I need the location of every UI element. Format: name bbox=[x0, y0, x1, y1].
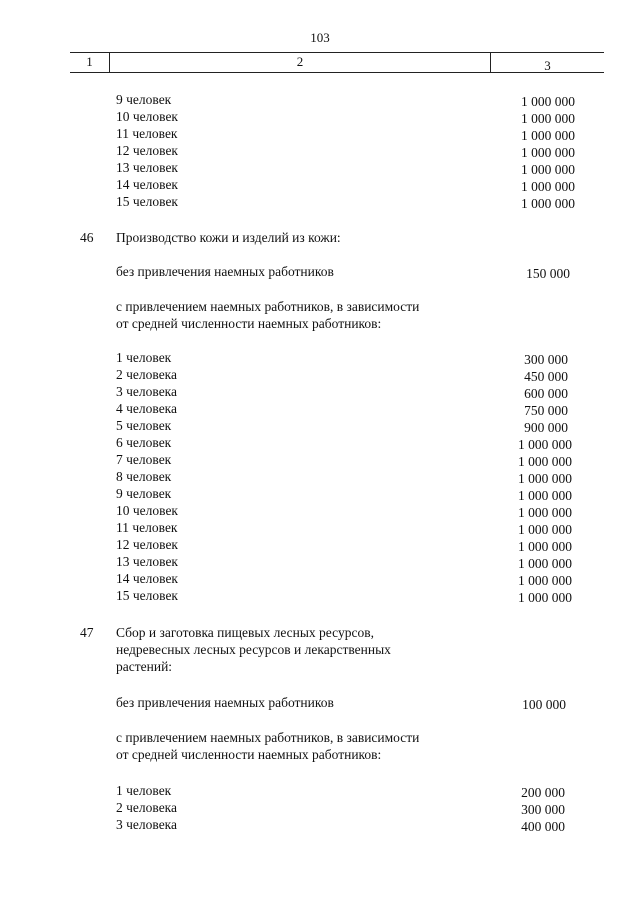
table-row bbox=[0, 799, 640, 816]
hire-line-2: от средней численности наемных работников: bbox=[116, 316, 382, 331]
table-row bbox=[0, 417, 640, 434]
row-value: 1 000 000 bbox=[521, 128, 575, 143]
row-value: 1 000 000 bbox=[518, 471, 572, 486]
table-row bbox=[0, 468, 640, 485]
row-label: 2 человека bbox=[116, 367, 178, 382]
table-row bbox=[0, 816, 640, 833]
table-row bbox=[0, 400, 640, 417]
row-label: 5 человек bbox=[116, 418, 172, 433]
table-row bbox=[0, 349, 640, 366]
hire-line-1: с привлечением наемных работников, в зависимости bbox=[116, 299, 420, 314]
row-label: 15 человек bbox=[116, 588, 178, 603]
table-row bbox=[0, 451, 640, 468]
hire-line-1: с привлечением наемных работников, в зависимости bbox=[116, 730, 420, 745]
table-row bbox=[0, 502, 640, 519]
table-row bbox=[0, 383, 640, 400]
row-value: 1 000 000 bbox=[521, 94, 575, 109]
row-label: 1 человек bbox=[116, 783, 172, 798]
table-row bbox=[0, 193, 640, 210]
row-label: 9 человек bbox=[116, 486, 172, 501]
row-value: 1 000 000 bbox=[518, 590, 572, 605]
row-label: 3 человека bbox=[116, 384, 178, 399]
section-title-line-1: Сбор и заготовка пищевых лесных ресурсов, bbox=[116, 625, 374, 640]
hire-line-2: от средней численности наемных работников: bbox=[116, 747, 382, 762]
table-row bbox=[0, 536, 640, 553]
section-number: 46 bbox=[80, 230, 94, 245]
row-label: 13 человек bbox=[116, 160, 178, 175]
table-row bbox=[0, 485, 640, 502]
row-value: 1 000 000 bbox=[518, 454, 572, 469]
row-label: 12 человек bbox=[116, 537, 178, 552]
header-col-2: 2 bbox=[296, 54, 304, 69]
table-row bbox=[0, 587, 640, 604]
row-value: 1 000 000 bbox=[518, 573, 572, 588]
row-label: 12 человек bbox=[116, 143, 178, 158]
row-value: 1 000 000 bbox=[518, 539, 572, 554]
section-number: 47 bbox=[80, 625, 94, 640]
header-col-1: 1 bbox=[86, 54, 93, 69]
row-label: 9 человек bbox=[116, 92, 172, 107]
table-row bbox=[0, 159, 640, 176]
no-hire-value: 100 000 bbox=[522, 697, 566, 712]
row-value: 1 000 000 bbox=[521, 162, 575, 177]
row-label: 11 человек bbox=[116, 126, 178, 141]
row-label: 14 человек bbox=[116, 177, 178, 192]
table-row bbox=[0, 125, 640, 142]
table-row bbox=[0, 434, 640, 451]
row-value: 1 000 000 bbox=[518, 437, 572, 452]
row-value: 1 000 000 bbox=[521, 145, 575, 160]
row-value: 1 000 000 bbox=[521, 196, 575, 211]
no-hire-value: 150 000 bbox=[526, 266, 570, 281]
row-value: 1 000 000 bbox=[518, 556, 572, 571]
row-value: 750 000 bbox=[524, 403, 568, 418]
no-hire-label: без привлечения наемных работников bbox=[116, 695, 334, 710]
row-value: 1 000 000 bbox=[521, 111, 575, 126]
table-row bbox=[0, 570, 640, 587]
table-row bbox=[0, 176, 640, 193]
row-value: 1 000 000 bbox=[518, 522, 572, 537]
row-value: 300 000 bbox=[521, 802, 565, 817]
no-hire-value-row bbox=[0, 696, 640, 713]
row-value: 1 000 000 bbox=[518, 488, 572, 503]
row-value: 400 000 bbox=[521, 819, 565, 834]
table-row bbox=[0, 142, 640, 159]
row-value: 900 000 bbox=[524, 420, 568, 435]
row-label: 7 человек bbox=[116, 452, 172, 467]
no-hire-label: без привлечения наемных работников bbox=[116, 264, 334, 279]
section-title: Производство кожи и изделий из кожи: bbox=[116, 230, 341, 245]
table-row bbox=[0, 366, 640, 383]
page-number: 103 bbox=[310, 30, 330, 45]
table-row bbox=[0, 782, 640, 799]
row-label: 10 человек bbox=[116, 503, 178, 518]
row-label: 4 человека bbox=[116, 401, 178, 416]
header-col-3: 3 bbox=[544, 58, 551, 73]
row-label: 6 человек bbox=[116, 435, 172, 450]
row-label: 1 человек bbox=[116, 350, 172, 365]
row-value: 1 000 000 bbox=[518, 505, 572, 520]
no-hire-value-row bbox=[0, 265, 640, 282]
row-value: 300 000 bbox=[524, 352, 568, 367]
row-value: 450 000 bbox=[524, 369, 568, 384]
row-label: 13 человек bbox=[116, 554, 178, 569]
row-label: 11 человек bbox=[116, 520, 178, 535]
table-row bbox=[0, 519, 640, 536]
section-title-line-3: растений: bbox=[116, 659, 173, 674]
row-label: 8 человек bbox=[116, 469, 172, 484]
row-label: 10 человек bbox=[116, 109, 178, 124]
table-row bbox=[0, 91, 640, 108]
table-row bbox=[0, 108, 640, 125]
row-label: 15 человек bbox=[116, 194, 178, 209]
section-title-line-2: недревесных лесных ресурсов и лекарственных bbox=[116, 642, 391, 657]
header-line-top bbox=[70, 52, 604, 53]
table-row bbox=[0, 553, 640, 570]
row-value: 1 000 000 bbox=[521, 179, 575, 194]
row-label: 14 человек bbox=[116, 571, 178, 586]
row-label: 2 человека bbox=[116, 800, 178, 815]
row-value: 600 000 bbox=[524, 386, 568, 401]
row-value: 200 000 bbox=[521, 785, 565, 800]
row-label: 3 человека bbox=[116, 817, 178, 832]
